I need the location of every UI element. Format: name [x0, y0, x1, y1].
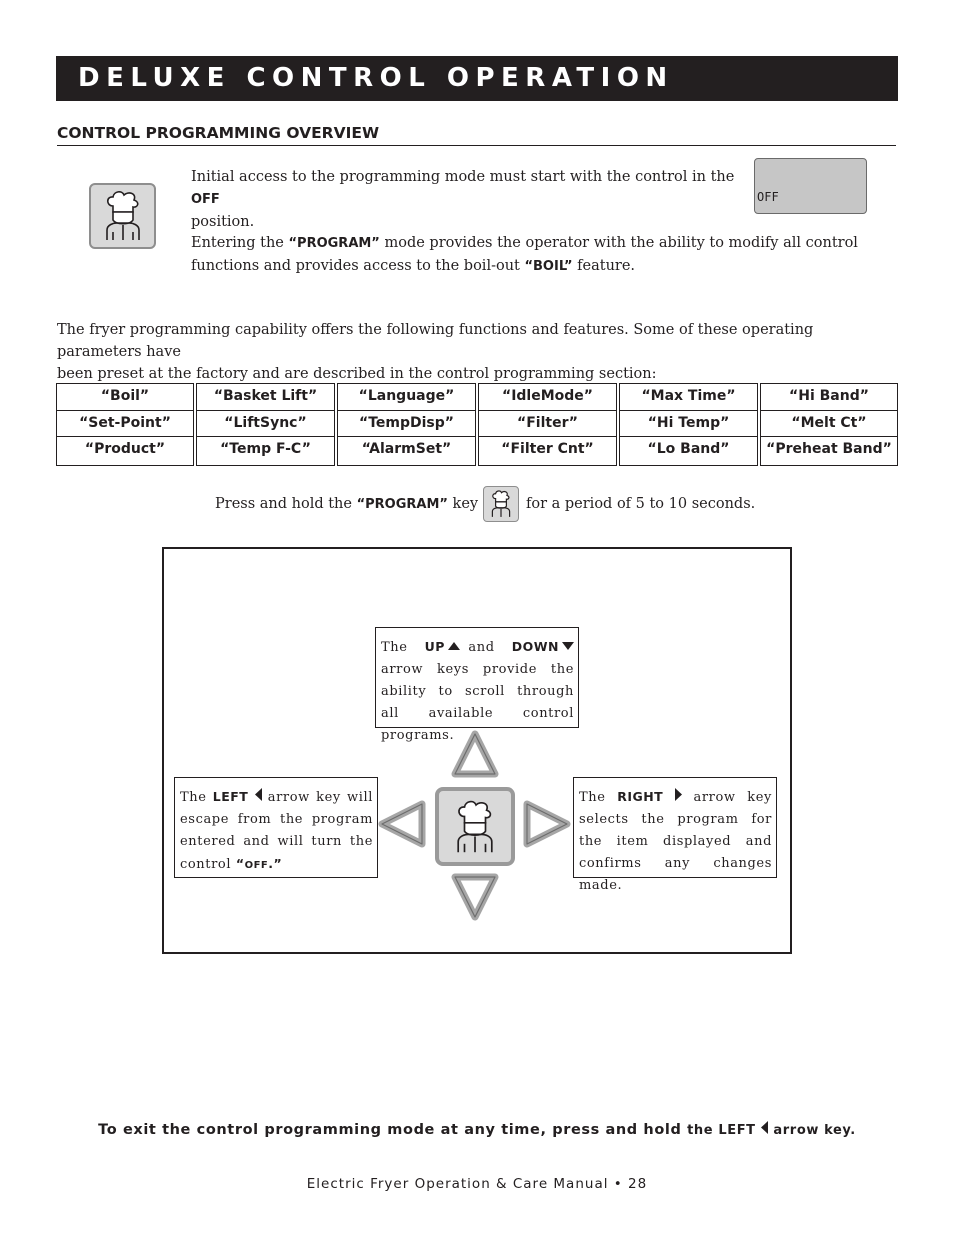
feature-cell: “Lo Band”	[620, 436, 757, 463]
exit-note-end: arrow key.	[768, 1123, 856, 1138]
features-column	[196, 383, 335, 466]
callout-text: The	[381, 640, 417, 655]
quote-close: .”	[268, 856, 283, 871]
callout-text: The	[180, 790, 213, 805]
off-keyword: OFF	[244, 860, 269, 871]
press-hold-post: for a period of 5 to 10 seconds.	[526, 496, 756, 512]
features-column	[337, 383, 476, 466]
feature-cell: “Preheat Band”	[761, 436, 897, 463]
press-hold-mid: key	[447, 496, 479, 512]
up-arrow-icon	[451, 730, 499, 778]
right-keyword: RIGHT	[617, 789, 664, 804]
program-keyword: “PROGRAM”	[288, 236, 380, 251]
feature-cell: “Language”	[358, 388, 455, 404]
section-heading: CONTROL PROGRAMMING OVERVIEW	[57, 124, 896, 146]
intro-p2-text: Entering the	[191, 235, 289, 251]
intro-paragraph-1	[191, 166, 751, 233]
small-right-triangle-icon	[675, 788, 682, 801]
features-column	[56, 383, 194, 466]
right-callout	[573, 777, 777, 893]
intro-text: Initial access to the programming mode must start with the control in the	[191, 169, 735, 185]
feature-cell: “Set-Point”	[57, 410, 193, 437]
control-display	[754, 158, 867, 214]
features-column	[478, 383, 617, 466]
feature-cell: “TempDisp”	[338, 410, 475, 437]
small-up-triangle-icon	[448, 642, 460, 651]
feature-cell: “Melt Ct”	[761, 410, 897, 437]
small-left-triangle-icon	[255, 788, 262, 801]
intro-p2-mid: mode provides the operator with the ability to modify all control	[379, 235, 858, 251]
callout-text: arrow keys provide the ability to scroll through all available control programs.	[381, 662, 574, 743]
left-arrow-icon	[378, 800, 426, 848]
feature-cell: “IdleMode”	[502, 388, 593, 404]
page-footer: Electric Fryer Operation & Care Manual • 28	[306, 1176, 648, 1192]
intro-paragraph-2	[191, 232, 891, 278]
feature-cell: “Boil”	[100, 388, 150, 404]
page-title-banner: DELUXE CONTROL OPERATION	[56, 56, 898, 101]
exit-instruction	[0, 1121, 954, 1138]
feature-cell: “Basket Lift”	[213, 388, 318, 404]
exit-note-the: the	[687, 1123, 719, 1138]
boil-keyword: “BOIL”	[524, 259, 573, 274]
callout-text: and	[459, 640, 504, 655]
features-paragraph-line1: The fryer programming capability offers the following functions and features. Some of these operating parameters have	[57, 322, 814, 360]
features-paragraph	[57, 319, 902, 385]
program-keyword: “PROGRAM”	[356, 497, 448, 512]
callout-text: arrow key selects the program for the item displayed and confirms any changes made.	[579, 790, 772, 893]
feature-cell: “Temp F-C”	[197, 436, 334, 463]
updown-callout	[375, 627, 579, 743]
up-keyword: UP	[424, 639, 445, 654]
press-hold-instruction	[215, 493, 478, 516]
small-down-triangle-icon	[562, 642, 574, 651]
chef-icon	[490, 490, 512, 518]
intro-p2-end: feature.	[572, 258, 636, 274]
quote-open: “	[235, 856, 245, 871]
features-paragraph-line2: been preset at the factory and are described in the control programming section:	[57, 366, 657, 382]
left-keyword: LEFT	[718, 1123, 756, 1138]
feature-cell: “AlarmSet”	[338, 436, 475, 463]
intro-text-end: position.	[191, 214, 255, 230]
feature-cell: “Product”	[57, 436, 193, 463]
press-hold-pre: Press and hold the	[215, 496, 357, 512]
program-key-button	[89, 183, 156, 249]
left-keyword: LEFT	[212, 789, 249, 804]
center-program-key	[435, 787, 515, 866]
off-keyword: OFF	[191, 192, 220, 207]
feature-cell: “Hi Temp”	[620, 410, 757, 437]
features-column	[619, 383, 758, 466]
feature-cell: “Max Time”	[641, 388, 736, 404]
feature-cell: “Filter Cnt”	[479, 436, 616, 463]
callout-text: The	[579, 790, 618, 805]
left-callout	[174, 777, 378, 878]
feature-cell: “Hi Band”	[789, 388, 869, 404]
feature-cell: “Filter”	[479, 410, 616, 437]
intro-p2-line2: functions and provides access to the boil-out	[191, 258, 525, 274]
chef-icon	[454, 799, 496, 855]
down-arrow-icon	[451, 873, 499, 921]
callout-text: arrow key will escape from the program entered and will turn the control	[180, 790, 374, 872]
feature-cell: “LiftSync”	[197, 410, 334, 437]
down-keyword: DOWN	[511, 639, 559, 654]
display-readout: OFF	[757, 190, 779, 204]
features-column	[760, 383, 898, 466]
program-key-button-small	[483, 486, 519, 522]
exit-note-main: To exit the control programming mode at any time, press and hold	[98, 1122, 688, 1138]
chef-icon	[103, 190, 143, 242]
right-arrow-icon	[523, 800, 571, 848]
